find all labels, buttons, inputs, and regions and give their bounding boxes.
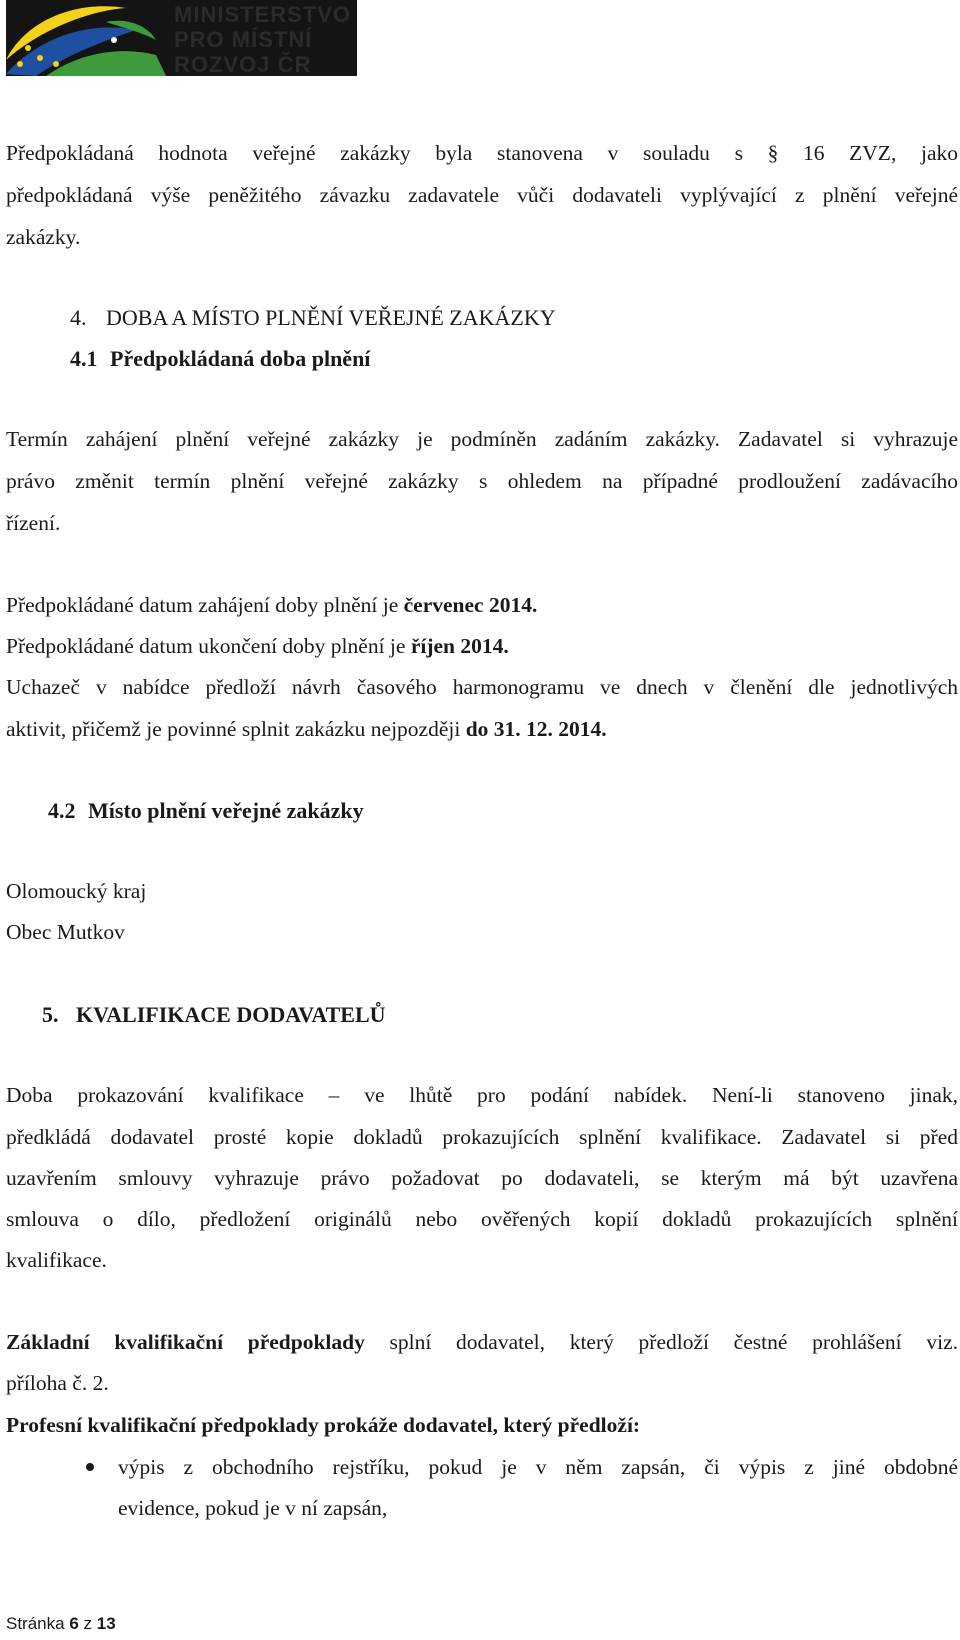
logo-line-2: PRO MÍSTNÍ: [174, 27, 313, 52]
subsection-4-2-number: 4.2: [48, 798, 76, 823]
footer-page-number: 6: [69, 1614, 79, 1633]
logo-wordmark: [174, 2, 354, 76]
bullet-item-line-2: evidence, pokud je v ní zapsán,: [118, 1496, 388, 1520]
start-date-line: [6, 584, 958, 627]
end-date-label: Předpokládané datum ukončení doby plnění je: [6, 634, 411, 658]
term-line-3: řízení.: [6, 511, 61, 535]
section-5-number: 5.: [42, 1002, 59, 1027]
schedule-line-2-text: aktivit, přičemž je povinné splnit zakázku nejpozději: [6, 717, 466, 741]
qualification-line-1: Doba prokazování kvalifikace – ve lhůtě pro podání nabídek. Není-li stanoveno jinak,: [6, 1083, 958, 1107]
term-line-2: právo změnit termín plnění veřejné zakázky s ohledem na případné prodloužení zadávacího: [6, 469, 958, 493]
end-date-line: [6, 625, 958, 668]
basic-qualification-line-2: příloha č. 2.: [6, 1371, 109, 1395]
footer-total-pages: 13: [96, 1614, 116, 1633]
basic-qualification-text: splní dodavatel, který předloží čestné prohlášení viz.: [364, 1330, 958, 1354]
end-date-value: říjen 2014.: [410, 634, 509, 658]
start-date-label: Předpokládané datum zahájení doby plnění je: [6, 593, 404, 617]
place-municipality: Obec Mutkov: [6, 920, 125, 944]
schedule-line-1: Uchazeč v nabídce předloží návrh časového harmonogramu ve dnech v členění dle jednotlivých: [6, 675, 958, 699]
bullet-item-line-1: výpis z obchodního rejstříku, pokud je v něm zapsán, či výpis z jiné obdobné: [118, 1455, 958, 1479]
footer-of: z: [83, 1614, 93, 1633]
intro-line-2: předpokládaná výše peněžitého závazku zadavatele vůči dodavateli vyplývající z plnění veřejné: [6, 183, 958, 207]
ministry-logo: [6, 0, 357, 76]
logo-line-1: MINISTERSTVO: [174, 2, 352, 27]
basic-qualification-label: Základní kvalifikační předpoklady: [6, 1330, 365, 1354]
page-footer: [6, 1614, 116, 1634]
schedule-line-2: [6, 708, 958, 751]
subsection-4-1-title: Předpokládaná doba plnění: [110, 346, 371, 371]
start-date-value: červenec 2014.: [403, 593, 538, 617]
qualification-line-3: uzavřením smlouvy vyhrazuje právo požadovat po dodavateli, se kterým má být uzavřena: [6, 1166, 958, 1190]
deadline-value: do 31. 12. 2014.: [465, 717, 607, 741]
subsection-4-2-title: Místo plnění veřejné zakázky: [88, 798, 364, 823]
logo-line-3: ROZVOJ ČR: [174, 52, 312, 76]
section-4-number: 4.: [70, 305, 87, 330]
place-region: Olomoucký kraj: [6, 879, 147, 903]
section-4-title: DOBA A MÍSTO PLNĚNÍ VEŘEJNÉ ZAKÁZKY: [106, 305, 556, 330]
qualification-line-5: kvalifikace.: [6, 1248, 107, 1272]
qualification-line-4: smlouva o dílo, předložení originálů nebo ověřených kopií dokladů prokazujících splnění: [6, 1207, 958, 1231]
section-5-title: KVALIFIKACE DODAVATELŮ: [76, 1002, 386, 1027]
subsection-4-1-number: 4.1: [70, 346, 98, 371]
footer-page-label: Stránka: [6, 1614, 65, 1633]
term-line-1: Termín zahájení plnění veřejné zakázky je podmíněn zadáním zakázky. Zadavatel si vyhrazuje: [6, 427, 958, 451]
intro-line-3: zakázky.: [6, 225, 81, 249]
bullet-icon: [86, 1463, 94, 1471]
intro-line-1: Předpokládaná hodnota veřejné zakázky byla stanovena v souladu s § 16 ZVZ, jako: [6, 141, 958, 165]
qualification-line-2: předkládá dodavatel prosté kopie dokladů prokazujících splnění kvalifikace. Zadavatel si před: [6, 1125, 958, 1149]
basic-qualification-line-1: [6, 1321, 958, 1364]
professional-qualification-heading: Profesní kvalifikační předpoklady prokáže dodavatel, který předloží:: [6, 1413, 641, 1437]
